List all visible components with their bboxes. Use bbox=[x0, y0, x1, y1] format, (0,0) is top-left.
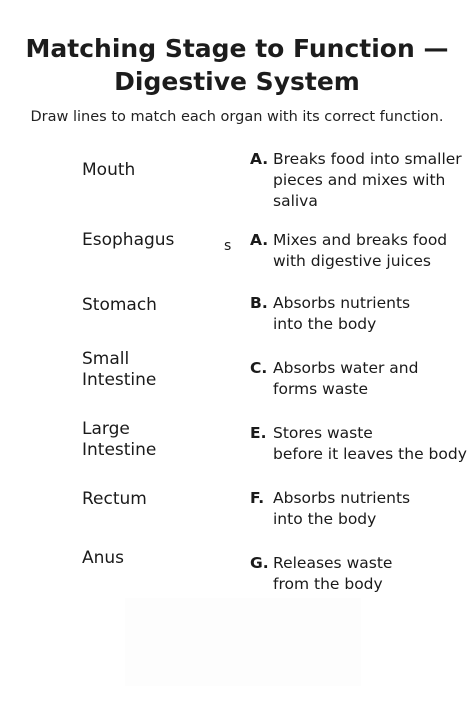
organ-mouth bbox=[82, 160, 232, 181]
function-line: with digestive juices bbox=[273, 252, 431, 270]
function-line: Absorbs water and bbox=[273, 359, 419, 377]
function-letter: B. bbox=[250, 294, 268, 312]
organ-esophagus bbox=[82, 230, 232, 251]
function-line: forms waste bbox=[273, 380, 369, 398]
function-line: into the body bbox=[273, 315, 377, 333]
function-line: before it leaves the body bbox=[273, 445, 467, 463]
organ-rectum bbox=[82, 489, 232, 510]
function-line: Absorbs nutrients bbox=[273, 294, 411, 312]
function-item bbox=[250, 553, 474, 595]
organ-label-line-1: Small bbox=[82, 349, 130, 369]
organ-stomach bbox=[82, 295, 232, 316]
function-item bbox=[250, 149, 474, 212]
page-title bbox=[0, 32, 474, 98]
function-text bbox=[273, 293, 474, 335]
organ-label: Stomach bbox=[82, 295, 157, 315]
title-line-1: Matching Stage to Function — bbox=[25, 34, 449, 63]
function-line: pieces and mixes with bbox=[273, 171, 446, 189]
function-item bbox=[250, 293, 474, 335]
function-letter: G. bbox=[250, 554, 269, 572]
function-line: Mixes and breaks food bbox=[273, 231, 448, 249]
function-text bbox=[273, 553, 474, 595]
function-item bbox=[250, 358, 474, 400]
instructions-text: Draw lines to match each organ with its correct function. bbox=[30, 109, 444, 125]
stray-mark: s bbox=[224, 238, 232, 254]
organ-label: Rectum bbox=[82, 489, 147, 509]
function-line: into the body bbox=[273, 510, 377, 528]
function-text bbox=[273, 358, 474, 400]
blank-area bbox=[125, 598, 361, 686]
function-item bbox=[250, 488, 474, 530]
function-text bbox=[273, 230, 474, 272]
function-letter: F. bbox=[250, 489, 265, 507]
function-line: Releases waste bbox=[273, 554, 393, 572]
function-item bbox=[250, 230, 474, 272]
function-line: from the body bbox=[273, 575, 383, 593]
function-text bbox=[273, 488, 474, 530]
function-letter: A. bbox=[250, 150, 269, 168]
function-text bbox=[273, 423, 474, 465]
organ-large-intestine bbox=[82, 419, 232, 461]
function-letter: A. bbox=[250, 231, 269, 249]
function-letter: C. bbox=[250, 359, 268, 377]
organ-small-intestine bbox=[82, 349, 232, 391]
organ-label-line-1: Large bbox=[82, 419, 130, 439]
organ-label: Anus bbox=[82, 548, 125, 568]
organ-label-line-2: Intestine bbox=[82, 370, 157, 390]
organ-label: Esophagus bbox=[82, 230, 174, 250]
function-line: Absorbs nutrients bbox=[273, 489, 411, 507]
title-line-2: Digestive System bbox=[114, 67, 360, 96]
organ-anus bbox=[82, 548, 232, 569]
function-line: saliva bbox=[273, 192, 318, 210]
organ-label-line-2: Intestine bbox=[82, 440, 157, 460]
function-line: Stores waste bbox=[273, 424, 373, 442]
function-line: Breaks food into smaller bbox=[273, 150, 462, 168]
organ-label: Mouth bbox=[82, 160, 136, 180]
function-letter: E. bbox=[250, 424, 267, 442]
function-text bbox=[273, 149, 474, 212]
function-item bbox=[250, 423, 474, 465]
